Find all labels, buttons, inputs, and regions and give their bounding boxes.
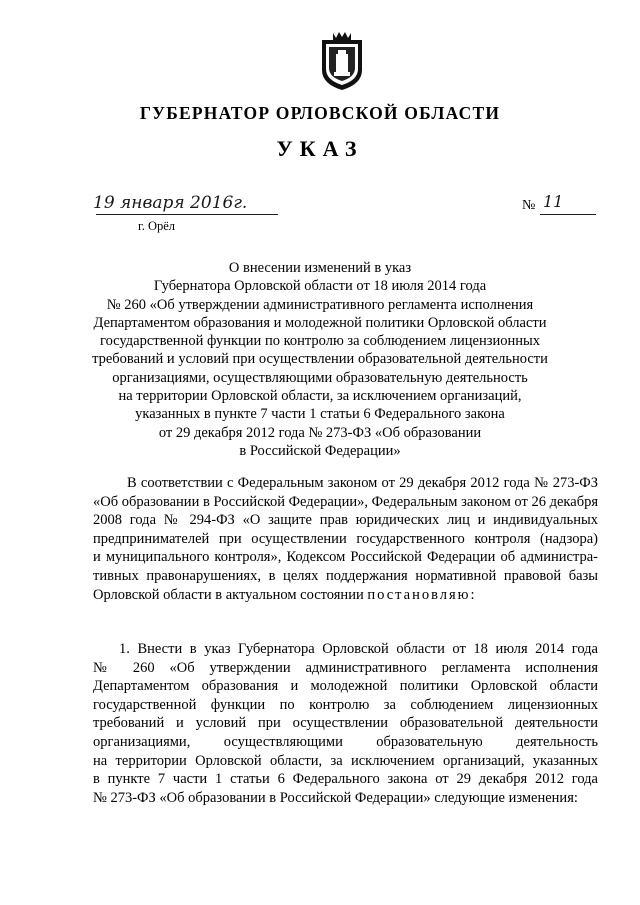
coat-of-arms-icon [318, 30, 366, 92]
title-line: требований и условий при осуществлении образовательной деятельности [92, 351, 548, 368]
title-line: организациями, осуществляющими образовательную деятельность [112, 369, 528, 386]
preamble-paragraph [93, 474, 598, 604]
paragraph-text: Орловской области в актуальном состоянии [93, 586, 368, 603]
title-line: Губернатора Орловской области от 18 июля 2014 года [153, 278, 487, 295]
document-number: 11 [543, 192, 564, 211]
title-line: в Российской Федерации» [239, 442, 401, 459]
paragraph-line: на территории Орловской области, за исключением организаций, указанных [93, 752, 598, 769]
item-1-paragraph [93, 640, 598, 807]
paragraph-line: Департаментом образования и молодежной политики Орловской области [93, 678, 598, 695]
paragraph-line [93, 586, 598, 605]
paragraph-line: и муниципального контроля», Кодексом Российской Федерации об администра- [93, 549, 598, 566]
title-line: государственной функции по контролю за соблюдением лицензионных [99, 333, 541, 350]
title-line: указанных в пункте 7 части 1 статьи 6 Федерального закона [135, 406, 505, 423]
paragraph-line: № 273-ФЗ «Об образовании в Российской Федерации» следующие изменения: [93, 789, 578, 806]
paragraph-line: предпринимателей при осуществлении государственного контроля (надзора) [93, 530, 598, 547]
title-line: № 260 «Об утверждении административного регламента исполнения [106, 296, 534, 313]
decree-word: постановляю: [367, 586, 477, 603]
paragraph-line: в пункте 7 части 1 статьи 6 Федерального закона от 29 декабря 2012 года [93, 771, 598, 788]
issuing-authority: ГУБЕРНАТОР ОРЛОВСКОЙ ОБЛАСТИ [139, 103, 501, 123]
paragraph-line: требований и условий при осуществлении образовательной деятельности [93, 715, 598, 732]
paragraph-line: № 260 «Об утверждении административного регламента исполнения [93, 659, 598, 676]
paragraph-line: тивных правонарушениях, в целях поддержания нормативной правовой базы [93, 567, 598, 584]
paragraph-line: государственной функции по контролю за соблюдением лицензионных [93, 696, 598, 713]
paragraph-line: 2008 года № 294-ФЗ «О защите прав юридических лиц и индивидуальных [93, 512, 598, 529]
paragraph-line: организациями, осуществляющими образовательную деятельность [93, 733, 598, 750]
paragraph-line: «Об образовании в Российской Федерации», Федеральным законом от 26 декабря [93, 493, 598, 510]
title-line: от 29 декабря 2012 года № 273-ФЗ «Об образовании [158, 424, 482, 441]
title-line: на территории Орловской области, за исключением организаций, [118, 388, 522, 405]
document-type: УКАЗ [276, 136, 364, 161]
document-title [60, 259, 580, 460]
title-line: О внесении изменений в указ [228, 260, 412, 276]
number-label: № [522, 198, 536, 213]
date-underline [96, 214, 278, 215]
title-line: Департаментом образования и молодежной политики Орловской области [93, 314, 547, 331]
number-underline [540, 214, 596, 215]
document-city: г. Орёл [138, 219, 176, 233]
paragraph-line: 1. Внести в указ Губернатора Орловской области от 18 июля 2014 года [119, 641, 598, 657]
document-date: 19 января 2016г. [93, 193, 248, 213]
paragraph-line: В соответствии с Федеральным законом от 29 декабря 2012 года № 273-ФЗ [127, 475, 598, 491]
